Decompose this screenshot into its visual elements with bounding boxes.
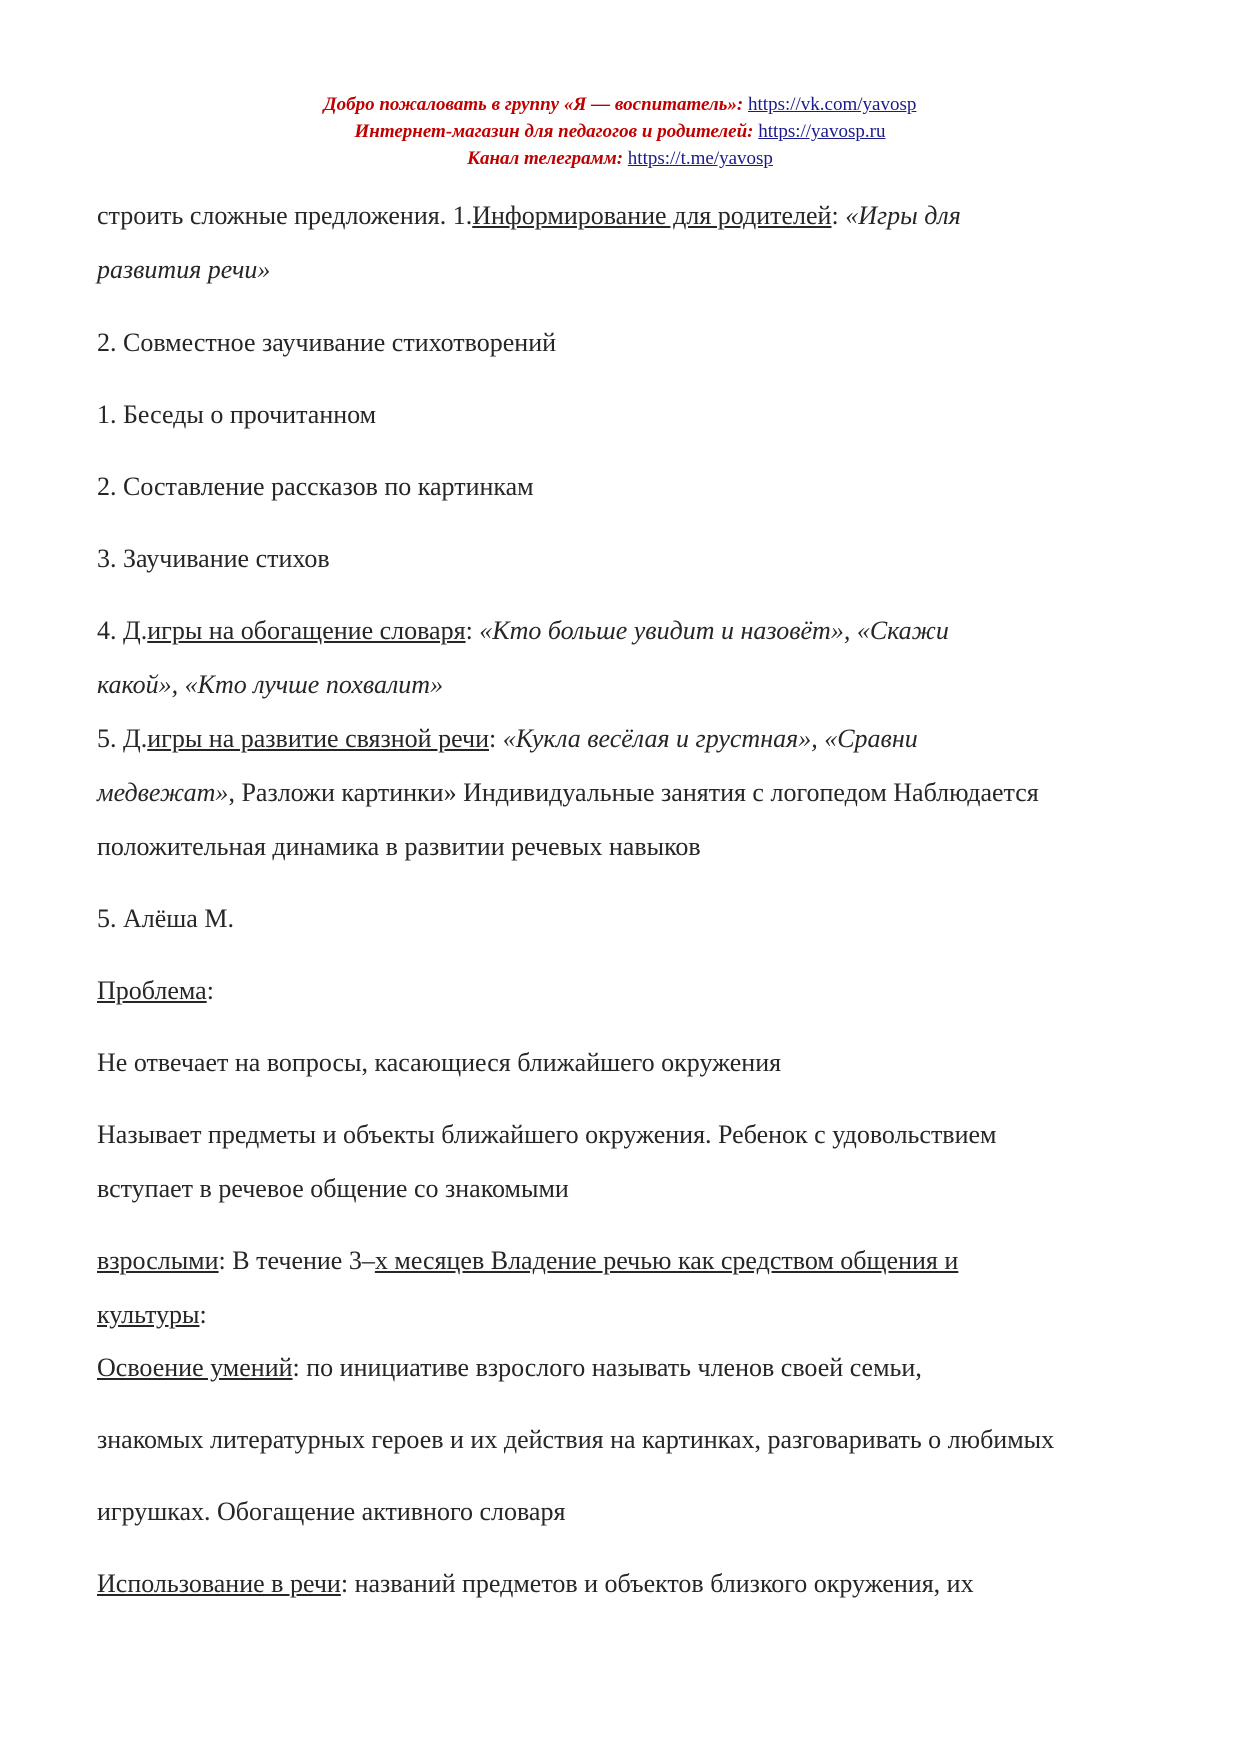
body-line-20: знакомых литературных героев и их действия на картинках, разговаривать о любимых (97, 1425, 1055, 1454)
text: : названий предметов и объектов близкого окружения, их (340, 1569, 974, 1598)
body-line-1 (97, 200, 961, 232)
body-line-9 (97, 723, 918, 755)
text: строить сложные предложения. 1. (97, 201, 473, 230)
group-invite-label: Добро пожаловать в группу «Я — воспитатель»: (323, 94, 744, 115)
text: : по инициативе взрослого называть членов своей семьи, (292, 1353, 922, 1382)
body-line-13 (97, 975, 214, 1007)
header-line-telegram (0, 145, 1240, 172)
underlined-heading: Информирование для родителей (472, 201, 832, 230)
body-line-21: игрушках. Обогащение активного словаря (97, 1497, 566, 1526)
text: : (488, 724, 503, 753)
header-line-group (0, 91, 1240, 118)
underlined-heading: Использование в речи (97, 1569, 341, 1598)
body-line-2: развития речи» (97, 255, 271, 284)
body-line-18 (97, 1299, 207, 1331)
italic-title: «Игры для (845, 201, 961, 230)
body-line-7 (97, 615, 949, 647)
underlined-heading: Проблема (97, 976, 207, 1005)
body-line-5: 2. Составление рассказов по картинкам (97, 472, 534, 501)
text: : (831, 201, 846, 230)
body-line-17 (97, 1245, 958, 1277)
body-line-11: положительная динамика в развитии речевых навыков (97, 832, 701, 861)
text: : (206, 976, 214, 1005)
underlined-heading: игры на обогащение словаря (147, 616, 466, 645)
body-line-4: 1. Беседы о прочитанном (97, 400, 377, 429)
body-line-19 (97, 1352, 922, 1384)
text: , Разложи картинки» Индивидуальные занятия с логопедом Наблюдается (228, 778, 1039, 807)
text: 4. Д. (97, 616, 148, 645)
body-line-6: 3. Заучивание стихов (97, 544, 330, 573)
telegram-label: Канал телеграмм: (467, 148, 624, 169)
italic-title: «Кто больше увидит и назовёт», «Скажи (479, 616, 949, 645)
text: 5. Д. (97, 724, 148, 753)
text: : В течение 3– (218, 1246, 375, 1275)
header-line-shop (0, 118, 1240, 145)
body-line-16: вступает в речевое общение со знакомыми (97, 1174, 569, 1203)
shop-label: Интернет-магазин для педагогов и родителей: (354, 121, 754, 142)
telegram-link[interactable]: https://t.me/yavosp (627, 148, 773, 169)
text: : (465, 616, 480, 645)
italic-title: «Кукла весёлая и грустная», «Сравни (502, 724, 918, 753)
vk-link[interactable]: https://vk.com/yavosp (748, 94, 917, 115)
body-line-15: Называет предметы и объекты ближайшего окружения. Ребенок с удовольствием (97, 1120, 997, 1149)
underlined-heading: х месяцев Владение речью как средством общения и (374, 1246, 959, 1275)
body-line-14: Не отвечает на вопросы, касающиеся ближайшего окружения (97, 1048, 782, 1077)
body-line-22 (97, 1568, 974, 1600)
underlined-heading: культуры (97, 1300, 200, 1329)
underlined-heading: взрослыми (97, 1246, 219, 1275)
shop-link[interactable]: https://yavosp.ru (758, 121, 886, 142)
underlined-heading: Освоение умений (97, 1353, 293, 1382)
text: : (199, 1300, 207, 1329)
body-line-3: 2. Совместное заучивание стихотворений (97, 328, 557, 357)
body-line-8: какой», «Кто лучше похвалит» (97, 670, 444, 699)
underlined-heading: игры на развитие связной речи (147, 724, 489, 753)
body-line-12: 5. Алёша М. (97, 904, 234, 933)
italic-title: медвежат» (97, 778, 229, 807)
body-line-10 (97, 777, 1039, 809)
